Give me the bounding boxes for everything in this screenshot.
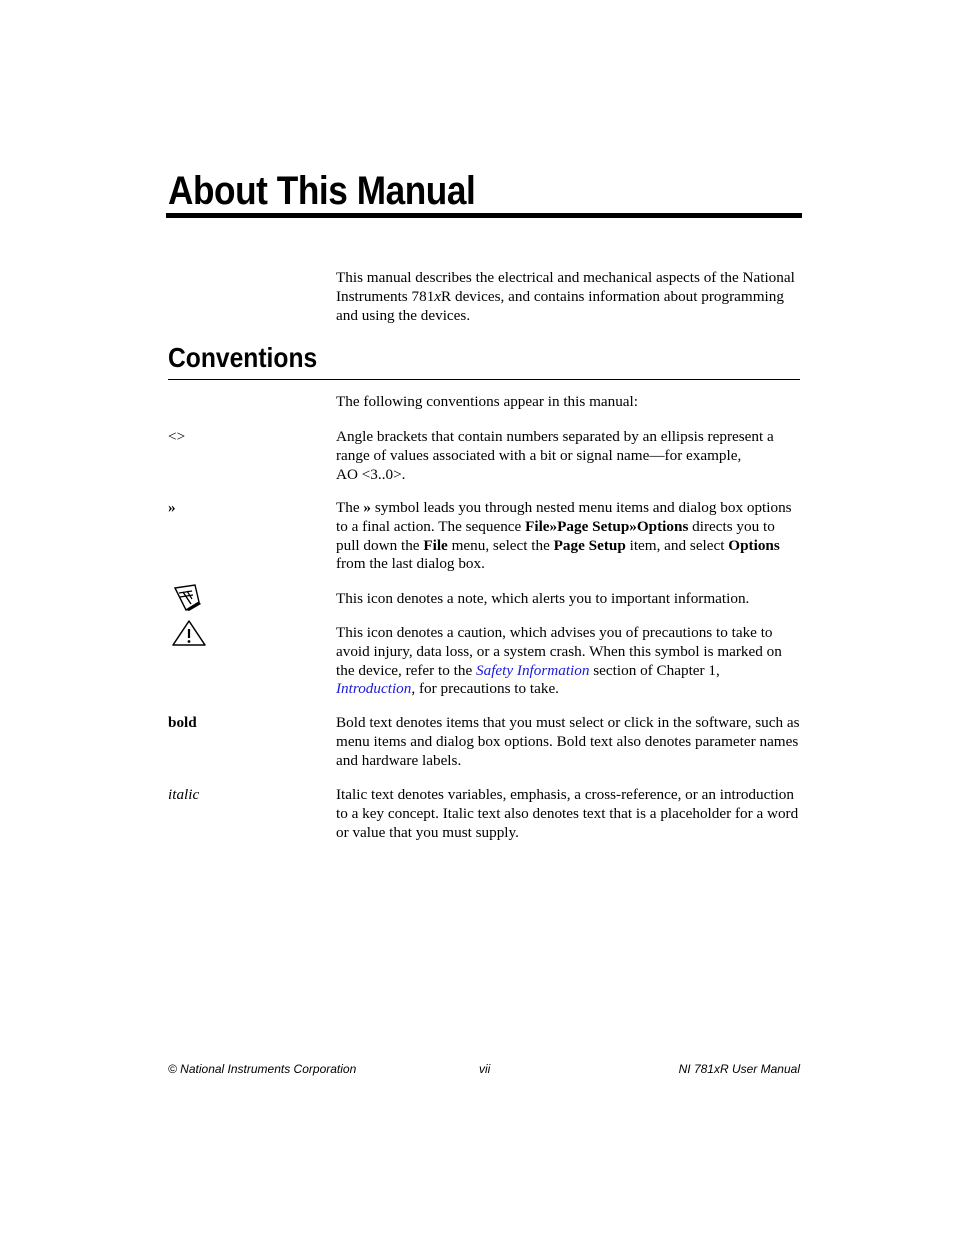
footer-page-number: vii: [479, 1062, 491, 1076]
conventions-intro: The following conventions appear in this manual:: [336, 393, 638, 410]
note-icon: [170, 584, 206, 617]
intro-x: x: [434, 287, 442, 305]
intro-text-1: This manual describes the electrical and mechanical aspects of the National Instruments 781: [336, 269, 795, 305]
desc-note: This icon denotes a note, which alerts you to important information.: [336, 590, 750, 607]
term-menu-symbol: »: [168, 499, 176, 516]
menu-desc-seq: File»Page Setup»Options: [525, 517, 689, 535]
term-italic: italic: [168, 786, 200, 803]
term-angle-brackets: <>: [168, 428, 186, 445]
section-rule: [168, 379, 800, 380]
caution-desc-1: This icon denotes a caution, which advises you of precautions to take to avoid injury, data loss, or a system crash. When this symbol is marked on the device, refer to the: [336, 624, 782, 679]
angle-desc: Angle brackets that contain numbers separated by an ellipsis represent a range of values associated with a bit or signal name—for example,: [336, 428, 774, 464]
caution-icon: [170, 619, 208, 652]
page-title: About This Manual: [168, 169, 476, 213]
section-heading: Conventions: [168, 342, 318, 373]
menu-desc-file: File: [423, 536, 448, 554]
menu-desc-symbol: »: [363, 499, 372, 516]
menu-desc-4: menu, select the: [447, 536, 554, 554]
desc-menu-symbol: [336, 499, 800, 574]
intro-paragraph: [336, 269, 800, 325]
menu-desc-2: symbol leads you through nested menu items and dialog box options to a final action. The sequence: [336, 499, 792, 535]
safety-information-link[interactable]: Safety Information: [476, 661, 590, 679]
desc-caution: [336, 624, 800, 699]
caution-desc-2: section of Chapter 1,: [589, 661, 720, 679]
intro-text-2: R devices, and contains information about programming and using the devices.: [336, 287, 784, 324]
angle-example: AO <3..0>.: [336, 465, 406, 483]
menu-desc-5: item, and select: [625, 536, 729, 554]
menu-desc-6: from the last dialog box.: [336, 555, 485, 573]
title-rule: [166, 213, 802, 218]
menu-desc-options: Options: [728, 536, 780, 554]
desc-bold: Bold text denotes items that you must select or click in the software, such as menu items and dialog box options. Bold text also denotes parameter names and hardware labels.: [336, 714, 800, 769]
desc-italic: Italic text denotes variables, emphasis, a cross-reference, or an introduction to a key concept. Italic text also denotes text that is a placeholder for a word or value that you must supply.: [336, 786, 799, 841]
term-bold: bold: [168, 714, 197, 731]
introduction-link[interactable]: Introduction: [336, 680, 412, 698]
desc-angle-brackets: [336, 428, 800, 484]
caution-desc-3: , for precautions to take.: [411, 680, 559, 698]
menu-desc-1: The: [336, 499, 364, 516]
footer-right: NI 781xR User Manual: [678, 1062, 800, 1076]
menu-desc-3: directs you to pull down the: [336, 517, 775, 554]
menu-desc-page-setup: Page Setup: [553, 536, 626, 554]
footer-left: © National Instruments Corporation: [168, 1062, 357, 1076]
